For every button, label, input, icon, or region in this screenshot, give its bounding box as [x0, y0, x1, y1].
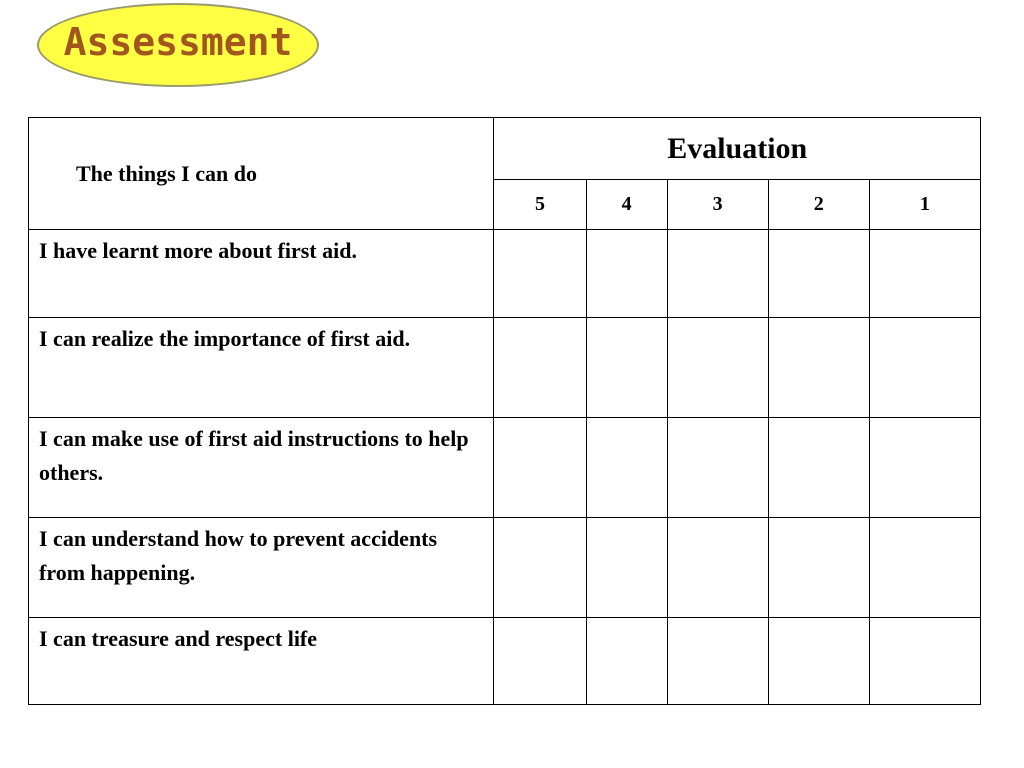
table-row [29, 318, 981, 418]
rating-box-5[interactable] [494, 618, 586, 705]
rating-box-2[interactable] [768, 418, 869, 518]
rating-box-1[interactable] [869, 318, 980, 418]
header-things-i-can-do: The things I can do [29, 118, 494, 230]
assessment-title-badge [37, 3, 319, 87]
statement-cell: I can treasure and respect life [29, 618, 494, 705]
rating-box-4[interactable] [586, 618, 667, 705]
rating-box-1[interactable] [869, 418, 980, 518]
rating-box-5[interactable] [494, 318, 586, 418]
rating-box-4[interactable] [586, 318, 667, 418]
rating-box-1[interactable] [869, 518, 980, 618]
statement-cell: I can understand how to prevent accidents from happening. [29, 518, 494, 618]
score-header-2: 2 [768, 180, 869, 230]
rating-box-5[interactable] [494, 518, 586, 618]
rating-box-4[interactable] [586, 418, 667, 518]
rating-box-3[interactable] [667, 618, 768, 705]
page-title: Assessment [63, 20, 293, 64]
score-header-5: 5 [494, 180, 586, 230]
rating-box-1[interactable] [869, 618, 980, 705]
statement-cell: I can make use of first aid instructions to help others. [29, 418, 494, 518]
table-row [29, 618, 981, 705]
statement-cell: I can realize the importance of first aid. [29, 318, 494, 418]
rating-box-1[interactable] [869, 230, 980, 318]
rating-box-4[interactable] [586, 518, 667, 618]
rating-box-2[interactable] [768, 318, 869, 418]
table-row [29, 518, 981, 618]
score-header-3: 3 [667, 180, 768, 230]
rating-box-5[interactable] [494, 230, 586, 318]
table-row [29, 418, 981, 518]
table-header-row [29, 118, 981, 180]
rating-box-3[interactable] [667, 318, 768, 418]
score-header-1: 1 [869, 180, 980, 230]
rating-box-2[interactable] [768, 518, 869, 618]
assessment-table [28, 117, 981, 705]
rating-box-5[interactable] [494, 418, 586, 518]
statement-cell: I have learnt more about first aid. [29, 230, 494, 318]
rating-box-3[interactable] [667, 418, 768, 518]
score-header-4: 4 [586, 180, 667, 230]
rating-box-2[interactable] [768, 230, 869, 318]
rating-box-3[interactable] [667, 518, 768, 618]
rating-box-2[interactable] [768, 618, 869, 705]
header-evaluation: Evaluation [494, 118, 981, 180]
table-row [29, 230, 981, 318]
rating-box-4[interactable] [586, 230, 667, 318]
rating-box-3[interactable] [667, 230, 768, 318]
